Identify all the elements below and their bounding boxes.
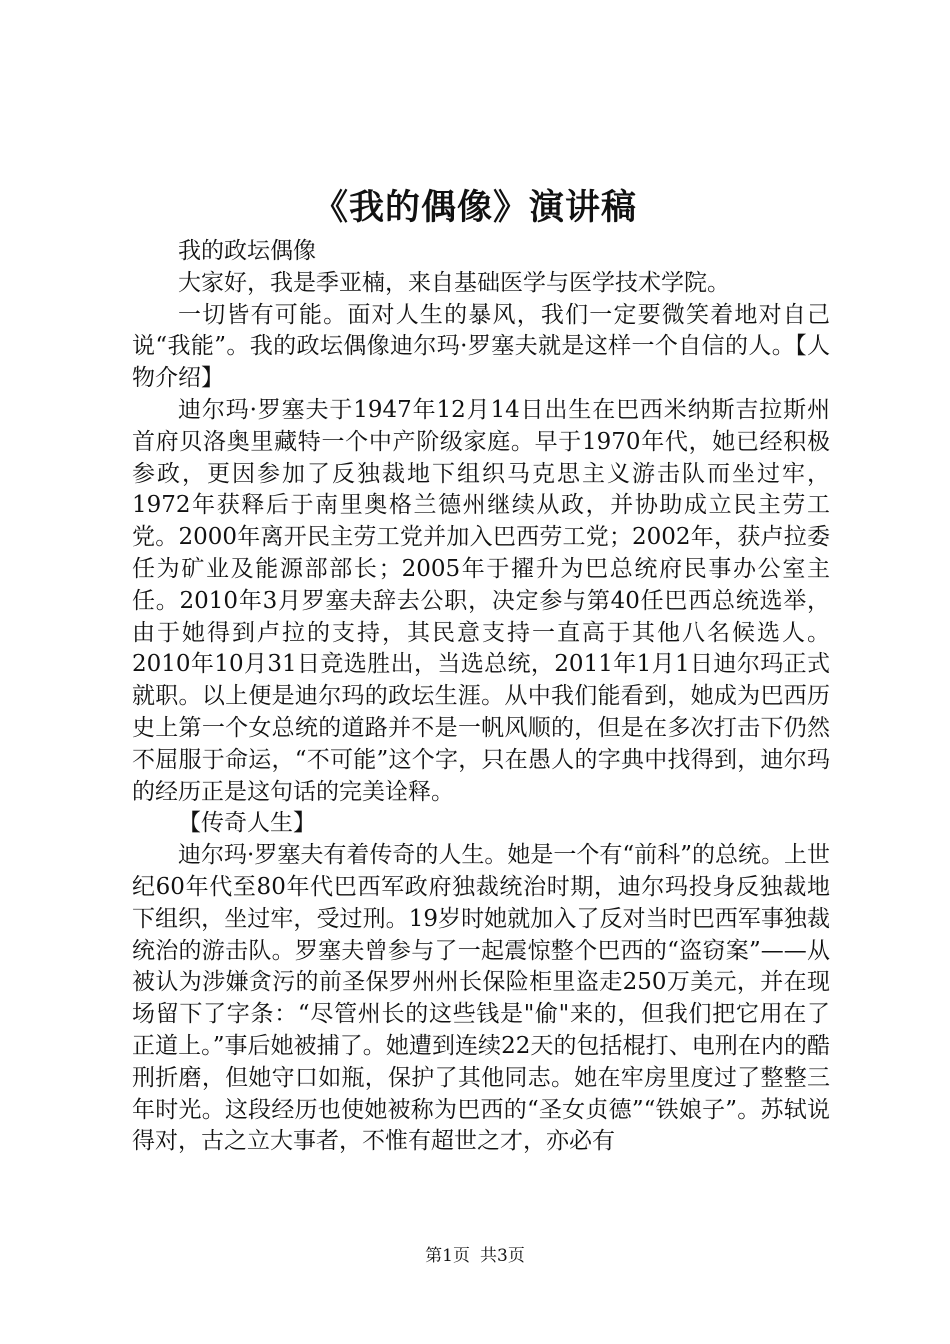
- section-heading: 【传奇人生】: [178, 810, 316, 837]
- paragraph: 迪尔玛·罗塞夫于1947年12月14日出生在巴西米纳斯吉拉斯州首府贝洛奥里藏特一个中产阶级家庭。早于1970年代，她已经积极参政，更因参加了反独裁地下组织马克思主义游击队而坐过牢，1972年获释后于南里奥格兰德州继续从政，并协助成立民主劳工党。2000年离开民主劳工党并加入巴西劳工党；2002年，获卢拉委任为矿业及能源部部长；2005年于擢升为巴总统府民事办公室主任。2010年3月罗塞夫辞去公职，决定参与第40任巴西总统选举，由于她得到卢拉的支持，其民意支持一直高于其他八名候选人。2010年10月31日竞选胜出，当选总统，2011年1月1日迪尔玛正式就职。以上便是迪尔玛的政坛生涯。从中我们能看到，她成为巴西历史上第一个女总统的道路并不是一帆风顺的，但是在多次打击下仍然不屈服于命运，“不可能”这个字，只在愚人的字典中找得到，迪尔玛的经历正是这句话的完美诠释。: [132, 396, 830, 805]
- paragraph: 一切皆有可能。面对人生的暴风，我们一定要微笑着地对自己说“我能”。我的政坛偶像迪尔玛·罗塞夫就是这样一个自信的人。【人物介绍】: [132, 301, 830, 392]
- paragraph: 大家好，我是季亚楠，来自基础医学与医学技术学院。: [178, 269, 730, 296]
- page-number: 第1页: [425, 1246, 470, 1266]
- page-total: 共3页: [480, 1246, 525, 1266]
- document-title: 《我的偶像》演讲稿: [312, 187, 637, 228]
- section-heading: 我的政坛偶像: [178, 238, 316, 264]
- page-footer: [0, 1244, 950, 1268]
- document-body: [132, 236, 830, 1158]
- paragraph: 迪尔玛·罗塞夫有着传奇的人生。她是一个有“前科”的总统。上世纪60年代至80年代巴西军政府独裁统治时期，迪尔玛投身反独裁地下组织，坐过牢，受过刑。19岁时她就加入了反对当时巴西军事独裁统治的游击队。罗塞夫曾参与了一起震惊整个巴西的“盗窃案”——从被认为涉嫌贪污的前圣保罗州州长保险柜里盗走250万美元，并在现场留下了字条：“尽管州长的这些钱是"偷"来的，但我们把它用在了正道上。”事后她被捕了。她遭到连续22天的包括棍打、电刑在内的酷刑折磨，但她守口如瓶，保护了其他同志。她在牢房里度过了整整三年时光。这段经历也使她被称为巴西的“圣女贞德”“铁娘子”。苏轼说得对，古之立大事者，不惟有超世之才，亦必有: [132, 842, 830, 1155]
